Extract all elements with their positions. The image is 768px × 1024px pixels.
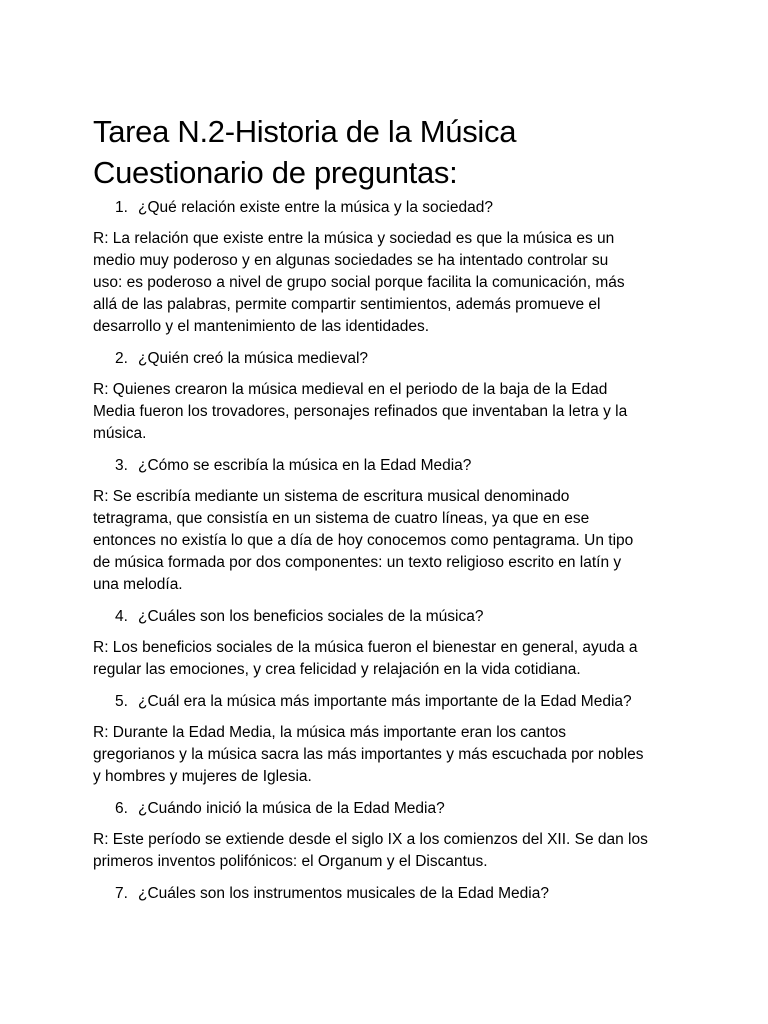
title-line-1: Tarea N.2-Historia de la Música	[93, 113, 517, 149]
answer-3	[93, 486, 683, 596]
answer-line: música.	[93, 425, 147, 442]
question-number: 4.	[115, 608, 128, 625]
answer-line: primeros inventos polifónicos: el Organum y el Discantus.	[93, 853, 488, 870]
answer-6	[93, 829, 683, 873]
question-text: ¿Cuáles son los instrumentos musicales de la Edad Media?	[138, 885, 549, 902]
answer-line: Media fueron los trovadores, personajes refinados que inventaban la letra y la	[93, 403, 628, 420]
answer-4	[93, 637, 683, 681]
question-3	[93, 455, 683, 477]
answer-line: R: Quienes crearon la música medieval en el periodo de la baja de la Edad	[93, 381, 608, 398]
answer-line: gregorianos y la música sacra las más importantes y más escuchada por nobles	[93, 746, 644, 763]
question-text: ¿Qué relación existe entre la música y la sociedad?	[138, 199, 493, 216]
question-number: 5.	[115, 693, 128, 710]
question-number: 3.	[115, 457, 128, 474]
answer-line: medio muy poderoso y en algunas sociedades se ha intentado controlar su	[93, 252, 609, 269]
answer-line: una melodía.	[93, 576, 183, 593]
answer-line: R: La relación que existe entre la música y sociedad es que la música es un	[93, 230, 615, 247]
answer-line: regular las emociones, y crea felicidad y relajación en la vida cotidiana.	[93, 661, 581, 678]
question-text: ¿Quién creó la música medieval?	[138, 350, 369, 367]
answer-line: uso: es poderoso a nivel de grupo social porque facilita la comunicación, más	[93, 274, 625, 291]
question-6	[93, 798, 683, 820]
question-7	[93, 883, 683, 905]
question-number: 6.	[115, 800, 128, 817]
answer-line: R: Se escribía mediante un sistema de escritura musical denominado	[93, 488, 570, 505]
questionnaire	[93, 197, 683, 914]
answer-line: desarrollo y el mantenimiento de las identidades.	[93, 318, 430, 335]
question-text: ¿Cuándo inició la música de la Edad Media?	[138, 800, 445, 817]
answer-line: y hombres y mujeres de Iglesia.	[93, 768, 312, 785]
answer-line: entonces no existía lo que a día de hoy conocemos como pentagrama. Un tipo	[93, 532, 634, 549]
answer-line: R: Este período se extiende desde el siglo IX a los comienzos del XII. Se dan los	[93, 831, 648, 848]
question-2	[93, 348, 683, 370]
question-1	[93, 197, 683, 219]
answer-line: allá de las palabras, permite compartir sentimientos, además promueve el	[93, 296, 601, 313]
question-number: 2.	[115, 350, 128, 367]
question-number: 7.	[115, 885, 128, 902]
answer-line: de música formada por dos componentes: un texto religioso escrito en latín y	[93, 554, 622, 571]
question-text: ¿Cómo se escribía la música en la Edad Media?	[138, 457, 472, 474]
answer-5	[93, 722, 683, 788]
document-title	[93, 111, 733, 193]
answer-line: tetragrama, que consistía en un sistema de cuatro líneas, ya que en ese	[93, 510, 590, 527]
answer-1	[93, 228, 683, 338]
question-5	[93, 691, 683, 713]
question-text: ¿Cuál era la música más importante más importante de la Edad Media?	[138, 693, 632, 710]
title-line-2: Cuestionario de preguntas:	[93, 154, 458, 190]
question-number: 1.	[115, 199, 128, 216]
answer-2	[93, 379, 683, 445]
answer-line: R: Los beneficios sociales de la música fueron el bienestar en general, ayuda a	[93, 639, 638, 656]
answer-line: R: Durante la Edad Media, la música más importante eran los cantos	[93, 724, 566, 741]
question-4	[93, 606, 683, 628]
question-text: ¿Cuáles son los beneficios sociales de la música?	[138, 608, 484, 625]
